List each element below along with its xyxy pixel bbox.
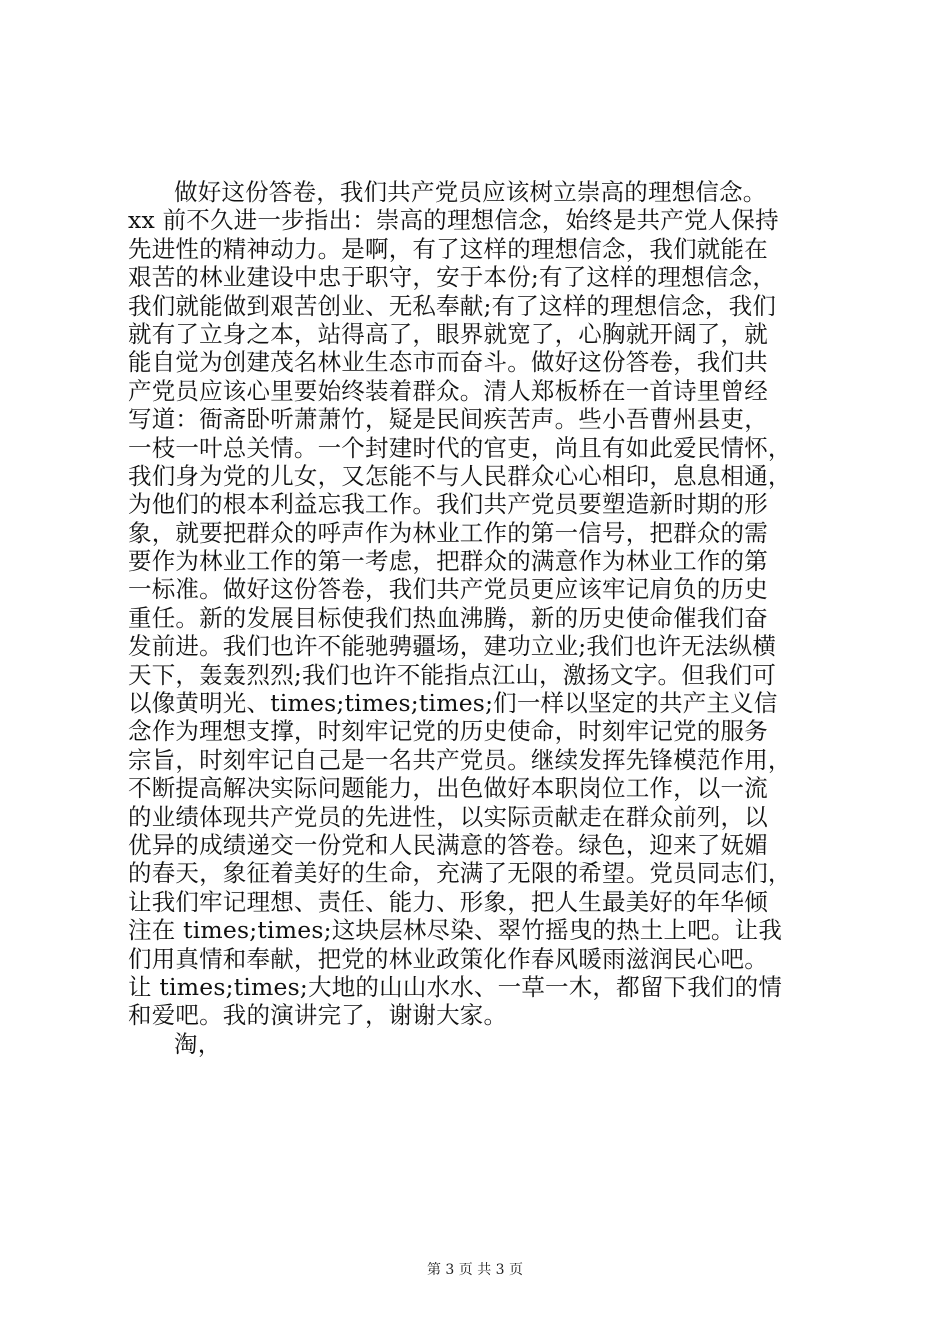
paragraph-line: 写道：衙斋卧听萧萧竹，疑是民间疾苦声。些小吾曹州县吏， [128,405,768,434]
paragraph-line: xx 前不久进一步指出：崇高的理想信念，始终是共产党人保持 [128,206,779,235]
paragraph-line: 注在 times;times;这块层林尽染、翠竹摇曳的热土上吧。让我 [128,916,783,945]
paragraph-line: 的春天，象征着美好的生命，充满了无限的希望。党员同志们， [128,859,792,888]
paragraph-line: 重任。新的发展目标使我们热血沸腾，新的历史使命催我们奋 [128,603,768,632]
paragraph-line: 产党员应该心里要始终装着群众。清人郑板桥在一首诗里曾经 [128,376,768,405]
paragraph-line: 一标准。做好这份答卷，我们共产党员更应该牢记肩负的历史 [128,575,768,604]
paragraph-line: 宗旨，时刻牢记自己是一名共产党员。继续发挥先锋模范作用， [128,745,792,774]
paragraph-line: 我们就能做到艰苦创业、无私奉献;有了这样的理想信念，我们 [128,291,777,320]
paragraph-line: 要作为林业工作的第一考虑，把群众的满意作为林业工作的第 [128,547,768,576]
page-footer [0,1260,950,1280]
paragraph-line: 先进性的精神动力。是啊，有了这样的理想信念，我们就能在 [128,234,768,263]
paragraph-line: 以像黄明光、times;times;times;们一样以坚定的共产主义信 [128,689,778,718]
paragraph-line: 和爱吧。我的演讲完了，谢谢大家。 [128,1001,508,1030]
paragraph-line: 发前进。我们也许不能驰骋疆场，建功立业;我们也许无法纵横 [128,632,777,661]
paragraph-line: 做好这份答卷，我们共产党员应该树立崇高的理想信念。 [174,178,767,206]
paragraph-line: 淘， [174,1029,222,1058]
paragraph-line: 一枝一叶总关情。一个封建时代的官吏，尚且有如此爱民情怀， [128,433,792,462]
paragraph-line: 不断提高解决实际问题能力，出色做好本职岗位工作，以一流 [128,774,768,803]
paragraph-line: 艰苦的林业建设中忠于职守，安于本份;有了这样的理想信念， [128,263,777,292]
page-number: 第 3 页 共 3 页 [426,1262,524,1278]
paragraph-line: 让我们牢记理想、责任、能力、形象，把人生最美好的年华倾 [128,887,768,916]
paragraph-line: 念作为理想支撑，时刻牢记党的历史使命，时刻牢记党的服务 [128,717,768,746]
paragraph-line: 就有了立身之本，站得高了，眼界就宽了，心胸就开阔了，就 [128,319,768,348]
paragraph-line: 天下，轰轰烈烈;我们也许不能指点江山，激扬文字。但我们可 [128,660,777,689]
paragraph-line: 能自觉为创建茂名林业生态市而奋斗。做好这份答卷，我们共 [128,348,768,377]
paragraph-line: 为他们的根本利益忘我工作。我们共产党员要塑造新时期的形 [128,490,768,519]
paragraph-line: 的业绩体现共产党员的先进性，以实际贡献走在群众前列，以 [128,802,768,831]
paragraph-line: 优异的成绩递交一份党和人民满意的答卷。绿色，迎来了妩媚 [128,830,768,859]
document-body [128,178,848,1058]
paragraph-line: 们用真情和奉献，把党的林业政策化作春风暖雨滋润民心吧。 [128,944,768,973]
paragraph-line: 我们身为党的儿女，又怎能不与人民群众心心相印，息息相通， [128,461,792,490]
paragraph-line: 象，就要把群众的呼声作为林业工作的第一信号，把群众的需 [128,518,768,547]
paragraph-line: 让 times;times;大地的山山水水、一草一木，都留下我们的情 [128,972,783,1001]
